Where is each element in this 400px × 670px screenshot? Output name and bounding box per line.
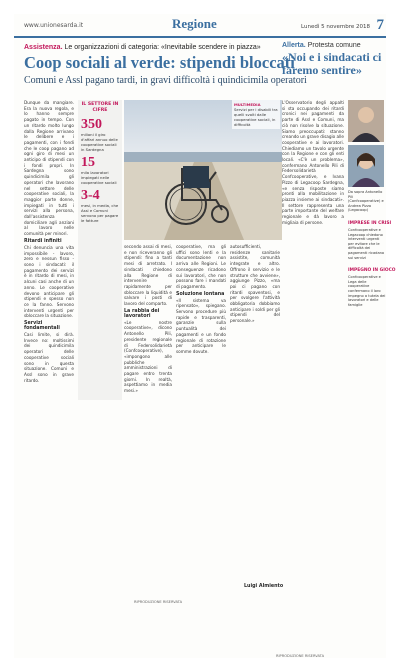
side-kicker-text: Protesta comune [307,42,361,49]
stats-box [78,100,122,400]
side-article-body [282,100,344,640]
article-column-4 [230,244,280,594]
stat-value: 350 [81,117,102,132]
body-paragraph: cooperative, ma gli uffici sono lenti e la documentazione non arriva alle Regioni. Le conseguenze ricadono sui lavoratori, che non possono fare i mandati di pagamento. [176,244,226,289]
body-paragraph: Casi limite, si dirà. Invece no: moltissimi dei quindicimila operatori delle cooperative sociali sono in questa situazione. Comuni e Assl sono in grave ritardo. [24,332,74,383]
stat-label: mesi, in media, che Assl e Comuni servono per pagare le fatture [81,203,119,223]
side-article-kicker [282,42,386,49]
side-photo-column [348,100,396,315]
stat-value: 3-4 [81,188,100,203]
box-tag: IMPEGNO IN GIOCO [348,268,396,274]
paragraph-subheading: Servizi fondamentali [24,321,60,332]
person-portrait [348,100,384,142]
stats-box-title: IL SETTORE IN CIFRE [81,102,119,113]
author-signature: Luigi Almiento [244,584,284,589]
portrait-photo-pili [348,100,384,142]
box-text: Confcooperative e Lega delle cooperative confermano il loro impegno a tutela dei lavoratori e delle famiglie [348,275,386,307]
portrait-photo-pizzo [348,145,384,187]
body-paragraph: Dunque da mangiare. Era la nuova regola, e lo hanno sempre pagato in tempo. Con un ritardo molto lungo dalla Regione arrivano le delibere e i pagamenti, con i fondi che le coop pagano ad ogni giro di mesi un anticipo di stipendi con i fondi propri. In Sardegna sono quindicimila gli operatori che lavorano nel settore delle cooperative sociali, la maggior parte donne, impiegati in tutti i servizi alla persona, dall'assistenza domiciliare agli anziani al lavoro nelle comunità per minori. [24,100,74,237]
stat-label: milioni il giro d'affari annuo delle cooperative sociali in Sardegna [81,132,118,152]
article-subhead: Comuni e Assl pagano tardi, in gravi difficoltà i quindicimila operatori [24,75,307,86]
stat-label: mila lavoratori impiegati nelle cooperative sociali [81,170,117,185]
article-headline: Coop sociali al verde: stipendi bloccati [24,53,295,72]
paragraph-subheading: La rabbia dei lavoratori [124,308,160,319]
stat-item [78,116,122,154]
box-tag: IMPRESE IN CRISI [348,220,392,226]
body-paragraph: «Le nostre cooperative», dicono Antonello Pili, presidente regionale di Federsolidarietà (Confcooperative), «impongono alle pubbliche amministrazioni di pagare entro trenta giorni. In realtà, aspettiamo in media mesi.» [124,319,172,394]
page-number: 7 [376,17,384,33]
copyright-note: RIPRODUZIONE RISERVATA [276,654,325,658]
portraits-caption: Da sopra Antonello Pili (Confcooperative) e Andrea Pizzo (Legacoop) [348,190,384,213]
site-url: www.unionesarda.it [24,22,84,29]
side-article-header [282,42,386,76]
person-portrait [348,145,384,187]
newspaper-page [14,14,396,658]
photo-caption-tag: MULTIMEDIA [234,102,261,107]
kicker-tag: Assistenza. [24,44,63,51]
body-paragraph: Chi denuncia una vita impossibile - lavoro, zero e nessun fisso - sono i sindacati: il pagamento dei servizi è in ritardo di mesi, in alcuni casi anche di un anno. Le cooperative devono anticipare gli stipendi e spesso non ce la fanno. Servono interventi urgenti per sbloccare la situazione. [24,244,74,319]
box-text: Confcooperative e Legacoop chiedono interventi urgenti per evitare che le difficoltà dei pagamenti ricadano sui servizi [348,227,385,260]
stat-item [78,154,122,187]
article-kicker [24,44,264,51]
article-column-2 [124,244,172,594]
article-column-1 [24,100,74,655]
body-paragraph: «Il sistema va ripensato», spiegano. Servono procedure più rapide e trasparenti, garanzie sulla puntualità dei pagamenti e un fondo regionale di rotazione per anticipare le somme dovute. [176,297,226,354]
stat-item [78,187,122,225]
paragraph-subheading: Ritardi infiniti [24,238,62,244]
paragraph-subheading: Soluzione lontana [176,291,225,297]
stat-value: 15 [81,155,95,170]
photo-caption-text: Servizi per i disabili tra quelli svolti dalle cooperative sociali, in difficoltà [234,107,278,127]
photo-caption [232,100,280,129]
copyright-note: RIPRODUZIONE RISERVATA [134,600,183,604]
body-paragraph: secondo assai di mesi, e non riceveranno gli stipendi: fino a tanti mesi di arretrato. I sindacati chiedono alla Regione di intervenire rapidamente per sbloccare la liquidità e salvare i posti di lavoro del comparto. [124,244,172,307]
body-paragraph: autosufficienti, residenze sanitarie assistite, comunità integrate e altro. Offrono il servizio e le strutture che avviene», aggiunge Pizzo, «ma poi ci pagano con ritardi spaventosi, e per svolgere l'attività obbligatoria dobbiamo anticipare i soldi per gli stipendi del personale.» [230,244,280,324]
issue-date: Lunedì 5 novembre 2018 [301,24,370,30]
kicker-text: Le organizzazioni di categoria: «Inevitabile scendere in piazza» [64,44,261,51]
section-title: Regione [172,16,217,31]
page-header [14,16,386,38]
side-kicker-tag: Allerta. [282,42,306,49]
side-article-headline: «Noi e i sindacati ci faremo sentire» [282,50,382,77]
article-column-3 [176,244,226,594]
body-paragraph: L'Osservatorio degli appalti si sta occupando dei ritardi cronici nei pagamenti da parte di Assl e Comuni, ma ciò non risolve la situazione. Siamo preoccupati: stanno creando un grave disagio alle cooperative e ai lavoratori. Chiediamo un tavolo urgente con la Regione e con gli enti locali. «C'è un problema», confermano Antonello Pili di Federsolidarietà Confcooperative, e Ivana Pizzo di Legacoop Sardegna, «e senza risposte siamo pronti alla mobilitazione in piazza insieme ai sindacati». Il settore rappresenta una parte importante del welfare regionale e dà lavoro a migliaia di persone. [282,100,344,225]
